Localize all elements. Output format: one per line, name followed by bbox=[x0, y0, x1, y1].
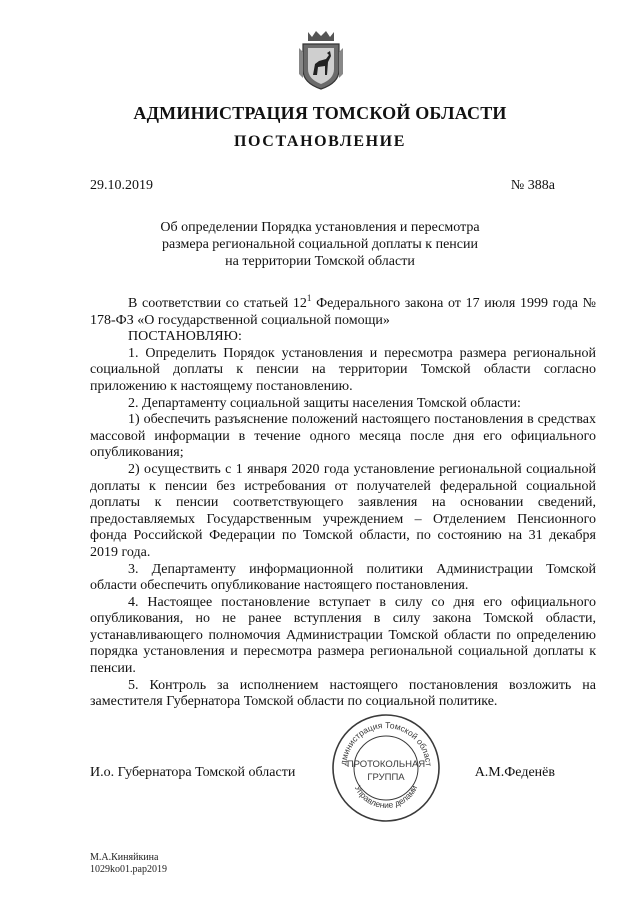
protocol-group-stamp bbox=[330, 712, 442, 824]
executor-info bbox=[90, 852, 167, 876]
subject-line: размера региональной социальной доплаты к пенсии bbox=[161, 237, 479, 252]
item-2-1: 1) обеспечить разъяснение положений настоящего постановления в средствах массовой информации в течение одного месяца после дня его официального опубликования; bbox=[90, 412, 596, 461]
preamble-paragraph bbox=[90, 293, 596, 329]
stamp-line-1: ПРОТОКОЛЬНАЯ bbox=[346, 759, 426, 770]
svg-text:Управление делами bbox=[353, 783, 419, 810]
document-body bbox=[90, 293, 596, 711]
preamble-text: В соответствии со статьей 12 bbox=[128, 296, 307, 311]
subject-line: на территории Томской области bbox=[225, 254, 415, 269]
document-type: ПОСТАНОВЛЕНИЕ bbox=[234, 133, 406, 150]
executor-file: 1029ko01.pap2019 bbox=[90, 864, 167, 875]
item-4: 4. Настоящее постановление вступает в силу со дня его официального опубликования, но не ранее вступления в силу закона Томской области, устанавливающего полномочия Администрации Томской области по определению порядка установления и пересмотра размера региональной социальной доплаты к пенсии. bbox=[90, 594, 596, 677]
executor-name: М.А.Киняйкина bbox=[90, 852, 159, 863]
stamp-bottom-text: Управление делами bbox=[352, 783, 420, 811]
subject-line: Об определении Порядка установления и пересмотра bbox=[160, 220, 480, 235]
item-2: 2. Департаменту социальной защиты населения Томской области: bbox=[128, 395, 521, 411]
stamp-outer-text: дминистрация Томской област bbox=[338, 719, 434, 767]
organization-title: АДМИНИСТРАЦИЯ ТОМСКОЙ ОБЛАСТИ bbox=[133, 103, 507, 123]
item-5: 5. Контроль за исполнением настоящего постановления возложить на заместителя Губернатора Томской области по социальной политике. bbox=[90, 677, 596, 710]
resolve-heading: ПОСТАНОВЛЯЮ: bbox=[128, 329, 242, 345]
item-2-2: 2) осуществить с 1 января 2020 года установление региональной социальной доплаты к пенсии без истребования от получателей федеральной социальной доплаты к пенсии соответствующего заявления на основании сведений, предоставляемых Государственным учреждением – Отделением Пенсионного фонда Российской Федерации по Томской области, по состоянию на 31 декабря 2019 года. bbox=[90, 461, 596, 560]
stamp-line-2: ГРУППА bbox=[367, 772, 405, 783]
item-1: 1. Определить Порядок установления и пересмотра размера региональной социальной доплаты к пенсии на территории Томской области согласно приложению к настоящему постановлению. bbox=[90, 345, 596, 394]
tomsk-coat-of-arms-icon bbox=[296, 28, 346, 92]
article-superscript: 1 bbox=[306, 293, 312, 303]
signer-name: А.М.Феденёв bbox=[474, 765, 555, 780]
signer-position: И.о. Губернатора Томской области bbox=[90, 765, 296, 780]
document-subject bbox=[90, 219, 550, 270]
document-date: 29.10.2019 bbox=[90, 178, 153, 193]
preamble-text-cont: Федерального закона от 17 июля 1999 года № 178-ФЗ «О государственной социальной помощи» bbox=[90, 296, 596, 328]
item-3: 3. Департаменту информационной политики Администрации Томской области обеспечить опубликование настоящего постановления. bbox=[90, 561, 596, 594]
document-number: № 388а bbox=[510, 178, 555, 193]
